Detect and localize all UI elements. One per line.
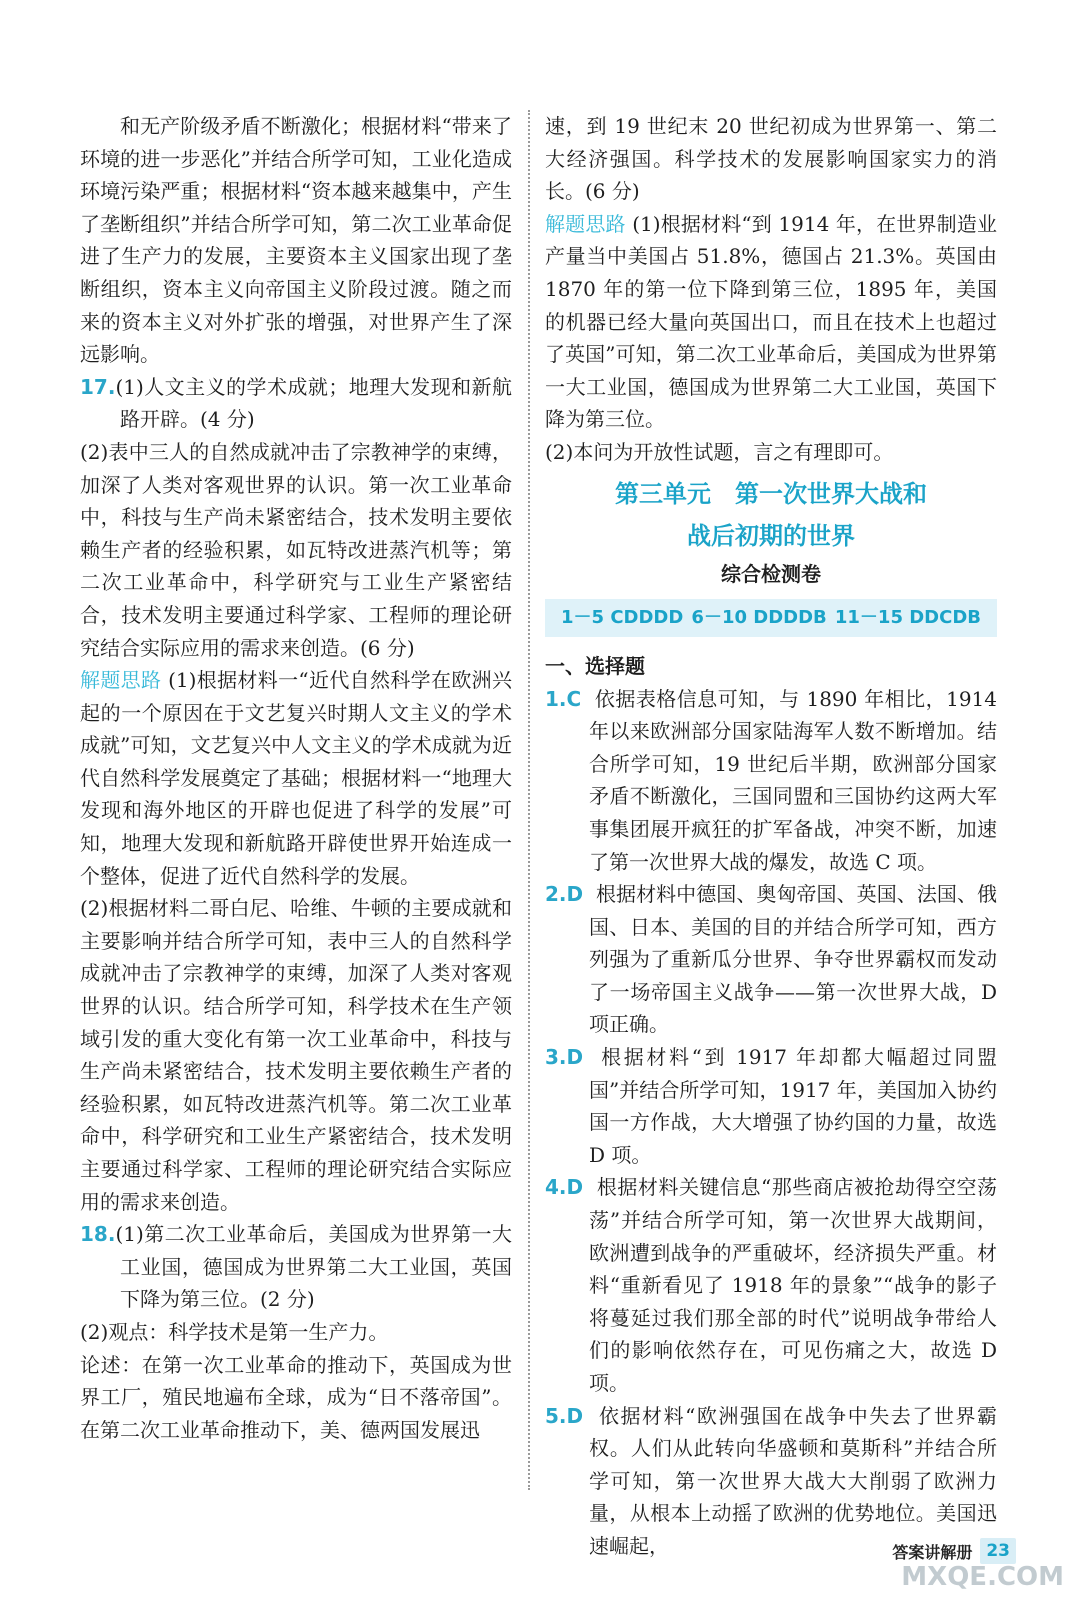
question-18-answer-1 [80,1218,512,1316]
question-18-explanation-2: (2)本问为开放性试题，言之有理即可。 [545,439,894,464]
item-text: 根据材料关键信息“那些商店被抢劫得空空荡荡”并结合所学可知，第一次世界大战期间，欧洲遭到战争的严重破坏，经济损失严重。材料“重新看见了 1918 年的景象”“战争的影子将蔓延过我们那全部的时代”说明战争带给人们的影响依然存在，可见伤痛之大，故选 D 项。 [589,1175,997,1395]
unit-title-line-2: 战后初期的世界 [687,521,855,550]
question-17-explanation-2: (2)根据材料二哥白尼、哈维、牛顿的主要成就和主要影响并结合所学可知，表中三人的自然科学成就冲击了宗教神学的束缚，加深了人类对客观世界的认识。结合所学可知，科学技术在生产领域引发的重大变化有第一次工业革命中，科技与生产尚未紧密结合，技术发明主要依赖生产者的经验积累，如瓦特改进蒸汽机等。第二次工业革命中，科学研究和工业生产紧密结合，技术发明主要通过科学家、工程师的理论研究结合实际应用的需求来创造。 [80,896,512,1214]
question-17-answer-2: (2)表中三人的自然成就冲击了宗教神学的束缚，加深了人类对客观世界的认识。第一次工业革命中，科技与生产尚未紧密结合，技术发明主要依赖生产者的经验积累，如瓦特改进蒸汽机等；第二次工业革命中，科学研究与工业生产紧密结合，技术发明主要通过科学家、工程师的理论研究结合实际应用的需求来创造。(6 分) [80,439,512,660]
choice-explanation [545,683,997,879]
question-18-answer-2: (2)观点：科学技术是第一生产力。 [80,1319,389,1344]
item-number: 2.D [545,882,584,907]
item-number: 5.D [545,1403,584,1428]
item-text: 依据材料“欧洲强国在战争中失去了世界霸权。人们从此转向华盛顿和莫斯科”并结合所学可知，第一次世界大战大大削弱了欧洲力量，从根本上动摇了欧洲的优势地位。美国迅速崛起， [589,1403,997,1558]
column-divider [528,110,530,1490]
item-text: 根据材料中德国、奥匈帝国、英国、法国、俄国、日本、美国的目的并结合所学可知，西方列强为了重新瓜分世界、争夺世界霸权而发动了一场帝国主义战争——第一次世界大战，D 项正确。 [589,882,997,1037]
question-18-answer-3: 论述：在第一次工业革命的推动下，英国成为世界工厂，殖民地遍布全球，成为“日不落帝国”。在第二次工业革命推动下，美、德两国发展迅 [80,1352,512,1442]
paragraph-continued: 和无产阶级矛盾不断激化；根据材料“带来了环境的进一步恶化”并结合所学可知，工业化造成环境污染严重；根据材料“资本越来越集中，产生了垄断组织”并结合所学可知，第二次工业革命促进了生产力的发展，主要资本主义国家出现了垄断组织，资本主义向帝国主义阶段过渡。随之而来的资本主义对外扩张的增强，对世界产生了深远影响。 [80,114,512,367]
unit-title [545,473,997,557]
test-subtitle: 综合检测卷 [721,561,821,586]
explanation-text: (1)根据材料一“近代自然科学在欧洲兴起的一个原因在于文艺复兴时期人文主义的学术成就”可知，文艺复兴中人文主义的学术成就为近代自然科学发展奠定了基础；根据材料一“地理大发现和海外地区的开辟也促进了科学的发展”可知，地理大发现和新航路开辟使世界开始连成一个整体，促进了近代自然科学的发展。 [80,668,513,888]
right-column [545,110,997,1563]
answer-text: (1)人文主义的学术成就；地理大发现和新航路开辟。(4 分) [115,374,512,432]
watermark: MXQE.COM [901,1562,1064,1592]
question-17-explanation-1 [80,664,512,892]
solution-tag: 解题思路 [545,211,626,236]
question-17-answer-1 [80,371,512,436]
explanation-text: (1)根据材料“到 1914 年，在世界制造业产量当中美国占 51.8%，德国占 21.3%。英国由 1870 年的第一位下降到第三位，1895 年，美国的机器已经大量向英国出口，而且在技术上也超过了英国”可知，第二次工业革命后，美国成为世界第一大工业国，德国成为世界第二大工业国，英国下降为第三位。 [545,211,998,432]
unit-title-line-1: 第三单元 第一次世界大战和 [615,479,927,508]
page-footer [892,1538,1016,1564]
item-number: 3.D [545,1045,584,1070]
item-text: 根据材料“到 1917 年却都大幅超过同盟国”并结合所学可知，1917 年，美国加入协约国一方作战，大大增强了协约国的力量，故选 D 项。 [589,1045,998,1167]
question-number: 17. [80,374,116,399]
left-column [80,110,512,1446]
choice-explanation [545,1041,997,1171]
question-number: 18. [80,1222,116,1247]
choice-explanation [545,878,997,1041]
answer-key-1-5: 1－5 CDDDD [561,606,684,628]
question-18-explanation-1 [545,208,997,436]
answer-key-11-15: 11－15 DDCDB [834,606,981,628]
booklet-label: 答案讲解册 [892,1542,973,1562]
item-text: 依据表格信息可知，与 1890 年相比，1914 年以来欧洲部分国家陆海军人数不断增加。结合所学可知，19 世纪后半期，欧洲部分国家矛盾不断激化，三国同盟和三国协约这两大军事集团展开疯狂的扩军备战，冲突不断，加速了第一次世界大战的爆发，故选 C 项。 [589,686,997,874]
section-heading: 一、选择题 [545,653,645,678]
solution-tag: 解题思路 [80,668,162,693]
item-number: 1.C [545,686,582,711]
answer-text: (1)第二次工业革命后，美国成为世界第一大工业国，德国成为世界第二大工业国，英国下降为第三位。(2 分) [115,1222,512,1312]
item-number: 4.D [545,1175,584,1200]
choice-explanation [545,1171,997,1399]
paragraph-continued: 速，到 19 世纪末 20 世纪初成为世界第一、第二大经济强国。科学技术的发展影响国家实力的消长。(6 分) [545,114,997,204]
answer-key-bar [545,599,997,637]
answer-key-6-10: 6－10 DDDDB [691,606,827,628]
page-number: 23 [980,1538,1016,1564]
